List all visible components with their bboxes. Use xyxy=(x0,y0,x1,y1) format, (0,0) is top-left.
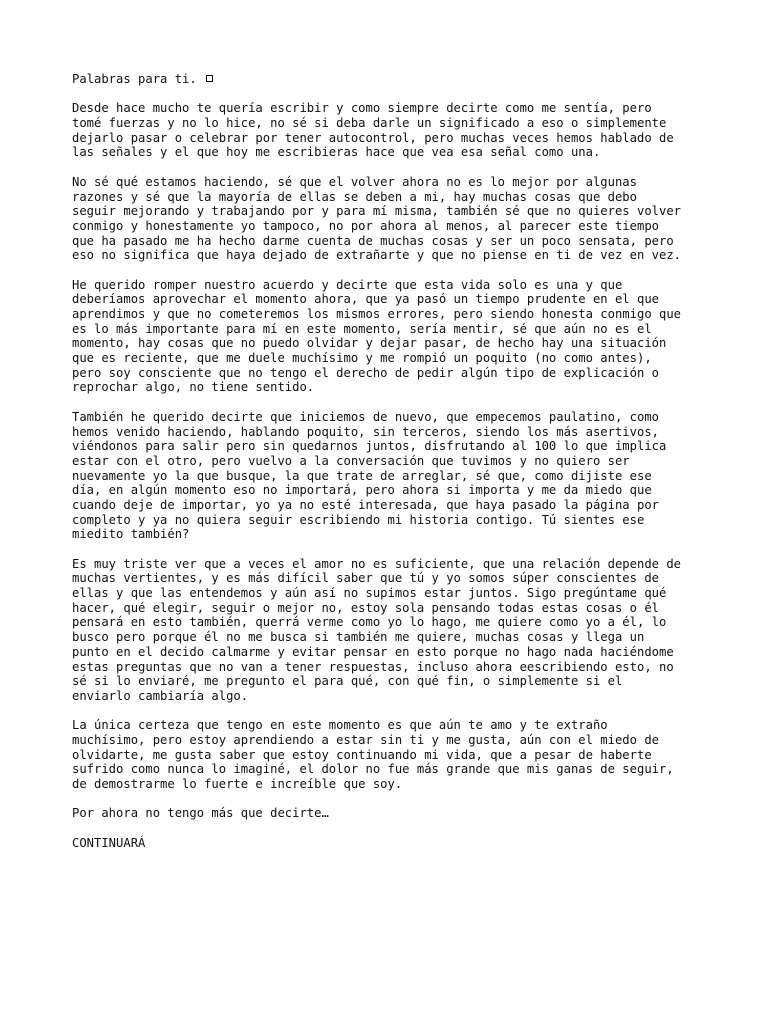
text-line: que es reciente, que me duele muchísimo y me rompió un poquito (no como antes), xyxy=(72,351,652,366)
text-line: las señales y el que hoy me escribieras hace que vea esa señal como una. xyxy=(72,145,601,160)
text-line: También he querido decirte que iniciemos de nuevo, que empecemos paulatino, como xyxy=(72,409,659,424)
text-line: dejarlo pasar o celebrar por tener autocontrol, pero muchas veces hemos hablado de xyxy=(72,130,674,145)
text-line: sufrido como nunca lo imaginé, el dolor no fue más grande que mis ganas de seguir, xyxy=(72,762,674,777)
document-title-row xyxy=(72,72,702,87)
text-line: CONTINUARÁ xyxy=(72,835,146,850)
text-line: seguir mejorando y trabajando por y para mí misma, también sé que no quieres volver xyxy=(72,204,682,219)
document-title: Palabras para ti. xyxy=(72,72,197,86)
text-line: pensará en esto también, querrá verme como yo lo hago, me quiere como yo a él, lo xyxy=(72,615,667,630)
text-line: tomé fuerzas y no lo hice, no sé si deba darle un significado a eso o simplemente xyxy=(72,116,667,131)
text-line: miedito también? xyxy=(72,527,190,542)
text-line: que ha pasado me ha hecho darme cuenta de muchas cosas y ser un poco sensata, pero xyxy=(72,233,674,248)
text-line: Por ahora no tengo más que decirte… xyxy=(72,806,329,821)
text-line: hacer, qué elegir, seguir o mejor no, estoy sola pensando todas estas cosas o él xyxy=(72,600,659,615)
text-line: día, en algún momento eso no importará, pero ahora si importa y me da miedo que xyxy=(72,483,652,498)
text-line: momento, hay cosas que no puedo olvidar y dejar pasar, de hecho hay una situación xyxy=(72,336,667,351)
paragraph xyxy=(72,806,702,821)
text-line: busco pero porque él no me busca si también me quiere, muchas cosas y llega un xyxy=(72,630,645,645)
paragraph xyxy=(72,175,702,263)
paragraph xyxy=(72,410,702,542)
text-line: aprendimos y que no cometeremos los mismos errores, pero siendo honesta conmigo que xyxy=(72,307,682,321)
text-line: es lo más importante para mí en este momento, sería mentir, sé que aún no es el xyxy=(72,321,652,336)
text-line: cuando deje de importar, yo ya no esté interesada, que haya pasado la página por xyxy=(72,497,659,512)
document-body xyxy=(72,101,702,850)
paragraph xyxy=(72,718,702,791)
text-line: estas preguntas que no van a tener respuestas, incluso ahora eescribiendo esto, no xyxy=(72,659,674,674)
text-line: La única certeza que tengo en este momento es que aún te amo y te extraño xyxy=(72,718,608,733)
paragraph xyxy=(72,557,702,704)
document-page xyxy=(72,72,702,865)
text-line: hemos venido haciendo, hablando poquito, sin terceros, siendo los más asertivos, xyxy=(72,424,659,439)
text-line: de demostrarme lo fuerte e increíble que soy. xyxy=(72,777,403,791)
text-line: completo y ya no quiera seguir escribiendo mi historia contigo. Tú sientes ese xyxy=(72,512,645,527)
text-line: razones y sé que la mayoría de ellas se deben a mi, hay muchas cosas que debo xyxy=(72,189,637,204)
text-line: Desde hace mucho te quería escribir y como siempre decirte como me sentía, pero xyxy=(72,101,652,116)
text-line: No sé qué estamos haciendo, sé que el volver ahora no es lo mejor por algunas xyxy=(72,174,637,189)
text-line: conmigo y honestamente yo tampoco, no por ahora al menos, al parecer este tiempo xyxy=(72,218,659,233)
text-line: deberíamos aprovechar el momento ahora, que ya pasó un tiempo prudente en el que xyxy=(72,292,659,307)
text-line: enviarlo cambiaría algo. xyxy=(72,688,249,703)
text-line: sé si lo enviaré, me pregunto el para qué, con qué fin, o simplemente si el xyxy=(72,674,623,689)
text-line: Es muy triste ver que a veces el amor no es suficiente, que una relación depende de xyxy=(72,556,682,571)
text-line: eso no significa que haya dejado de extrañarte y que no piense en ti de vez en vez. xyxy=(72,248,682,263)
text-line: estar con el otro, pero vuelvo a la conversación que tuvimos y no quiero ser xyxy=(72,453,630,468)
text-line: punto en el decido calmarme y evitar pensar en esto porque no hago nada haciéndome xyxy=(72,644,674,659)
text-line: He querido romper nuestro acuerdo y decirte que esta vida solo es una y que xyxy=(72,277,623,292)
text-line: muchas vertientes, y es más difícil saber que tú y yo somos súper conscientes de xyxy=(72,571,659,586)
text-line: olvidarte, me gusta saber que estoy continuando mi vida, que a pesar de haberte xyxy=(72,747,652,762)
box-glyph-icon xyxy=(206,75,213,82)
paragraph xyxy=(72,101,702,160)
text-line: pero soy consciente que no tengo el derecho de pedir algún tipo de explicación o xyxy=(72,365,659,380)
text-line: ellas y que las entendemos y aún así no supimos estar juntos. Sigo pregúntame qué xyxy=(72,586,667,601)
text-line: nuevamente yo la que busque, la que trate de arreglar, sé que, como dijiste ese xyxy=(72,468,652,483)
text-line: viéndonos para salir pero sin quedarnos juntos, disfrutando al 100 lo que implica xyxy=(72,439,667,454)
paragraph xyxy=(72,278,702,396)
text-line: reprochar algo, no tiene sentido. xyxy=(72,380,315,395)
text-line: muchísimo, pero estoy aprendiendo a estar sin ti y me gusta, aún con el miedo de xyxy=(72,732,659,747)
paragraph xyxy=(72,836,702,851)
